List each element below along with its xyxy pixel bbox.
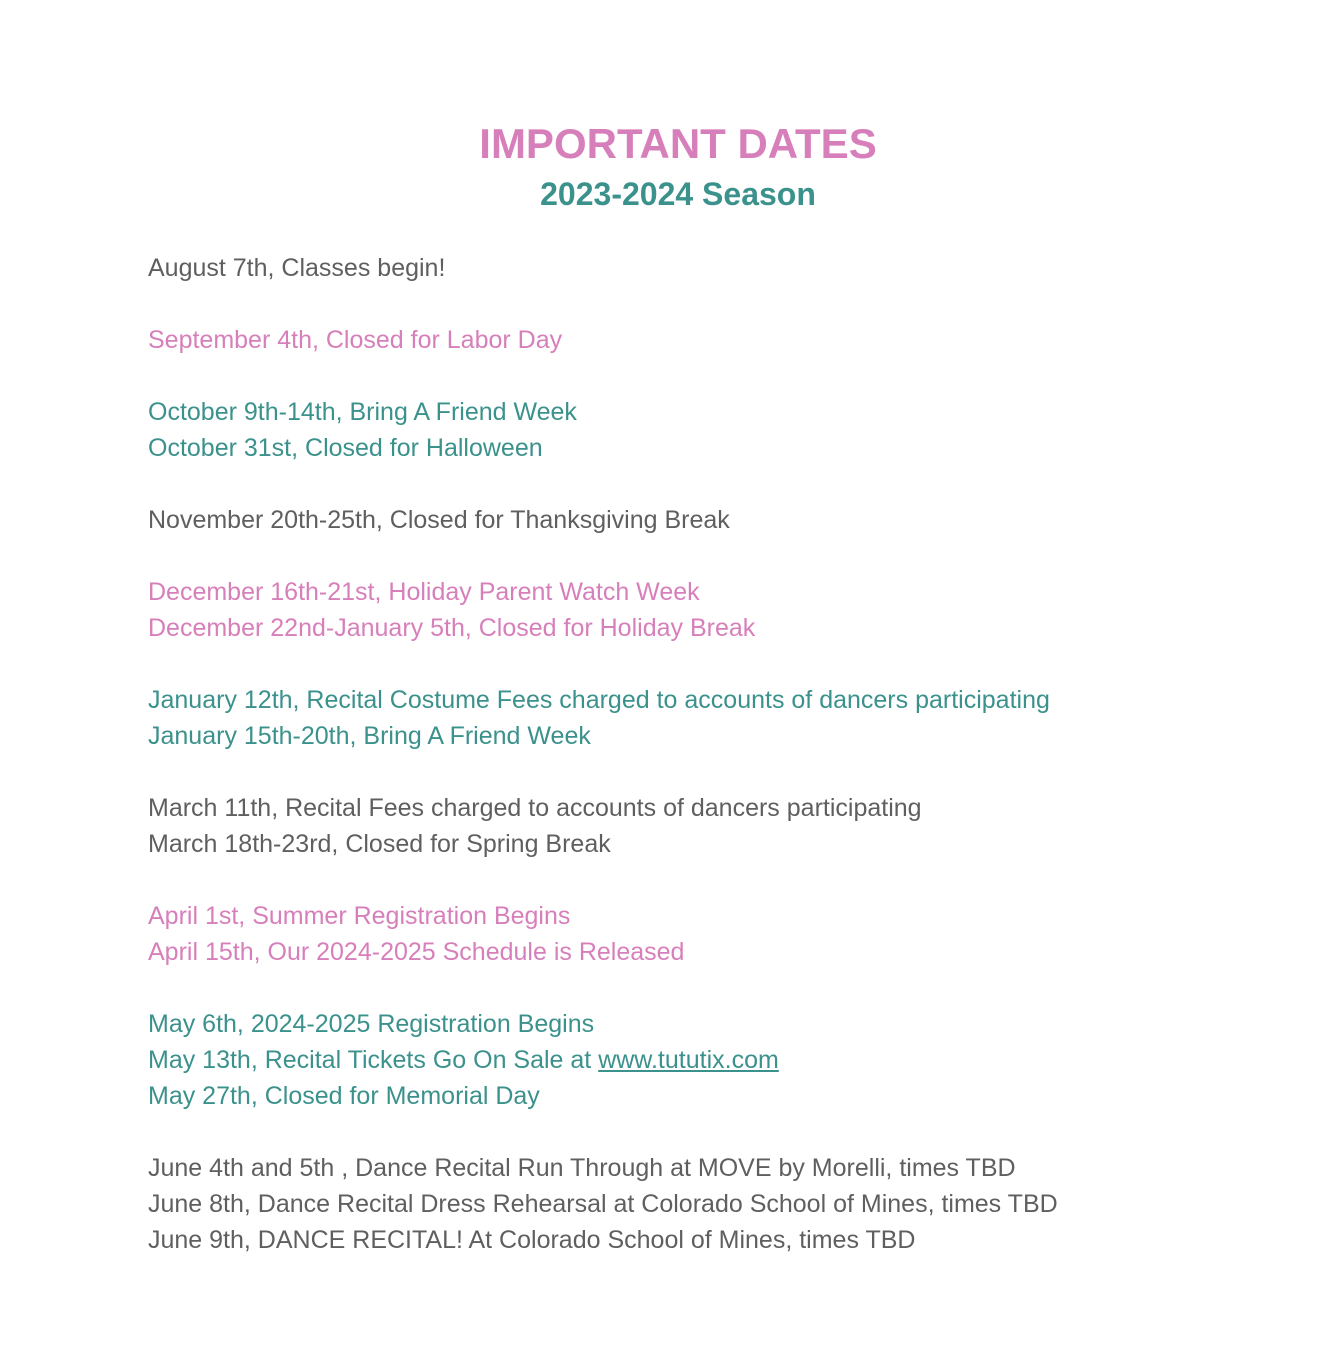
date-group [148,682,1298,754]
date-entry-text: April 1st, Summer Registration Begins [148,902,571,930]
date-entry-text: August 7th, Classes begin! [148,254,446,282]
date-entry-text: May 6th, 2024-2025 Registration Begins [148,1010,595,1038]
date-entry-text: December 16th-21st, Holiday Parent Watch Week [148,578,700,606]
date-group [148,574,1298,646]
date-group [148,1150,1298,1258]
date-entry [148,1222,1298,1258]
date-group [148,502,1298,538]
date-group [148,394,1298,466]
date-entry-text: October 9th-14th, Bring A Friend Week [148,398,577,426]
date-entry-text: December 22nd-January 5th, Closed for Holiday Break [148,614,756,642]
date-entry-text: March 11th, Recital Fees charged to accounts of dancers participating [148,794,922,822]
date-group [148,898,1298,970]
date-entry [148,898,1298,934]
date-entry [148,1042,1298,1078]
season-subtitle: 2023-2024 Season [540,176,816,212]
date-group [148,322,1298,358]
date-entry-text: October 31st, Closed for Halloween [148,434,543,462]
date-entry-text: June 9th, DANCE RECITAL! At Colorado School of Mines, times TBD [148,1226,916,1254]
tututix-link[interactable]: www.tututix.com [598,1046,779,1074]
date-entry-text: November 20th-25th, Closed for Thanksgiving Break [148,506,730,534]
date-entry [148,826,1298,862]
date-entry [148,1006,1298,1042]
date-group [148,1006,1298,1114]
date-entry [148,682,1298,718]
date-entry-text: June 8th, Dance Recital Dress Rehearsal at Colorado School of Mines, times TBD [148,1190,1058,1218]
date-group [148,790,1298,862]
date-entry [148,322,1298,358]
date-entry [148,1150,1298,1186]
date-entry-text: September 4th, Closed for Labor Day [148,326,563,354]
date-entry [148,250,1298,286]
date-entry [148,1186,1298,1222]
date-entry-text: January 15th-20th, Bring A Friend Week [148,722,591,750]
date-entry [148,718,1298,754]
date-entry [148,934,1298,970]
date-entry [148,394,1298,430]
page-title: IMPORTANT DATES [479,120,877,167]
date-entry [148,502,1298,538]
date-entry-text: May 13th, Recital Tickets Go On Sale at [148,1046,599,1074]
date-group [148,250,1298,286]
date-entry-text: March 18th-23rd, Closed for Spring Break [148,830,611,858]
dates-list [148,250,1298,1294]
date-entry [148,574,1298,610]
date-entry [148,790,1298,826]
date-entry [148,610,1298,646]
date-entry [148,430,1298,466]
date-entry-text: May 27th, Closed for Memorial Day [148,1082,540,1110]
date-entry [148,1078,1298,1114]
date-entry-text: April 15th, Our 2024-2025 Schedule is Released [148,938,685,966]
date-entry-text: June 4th and 5th , Dance Recital Run Through at MOVE by Morelli, times TBD [148,1154,1016,1182]
date-entry-text: January 12th, Recital Costume Fees charged to accounts of dancers participating [148,686,1050,714]
